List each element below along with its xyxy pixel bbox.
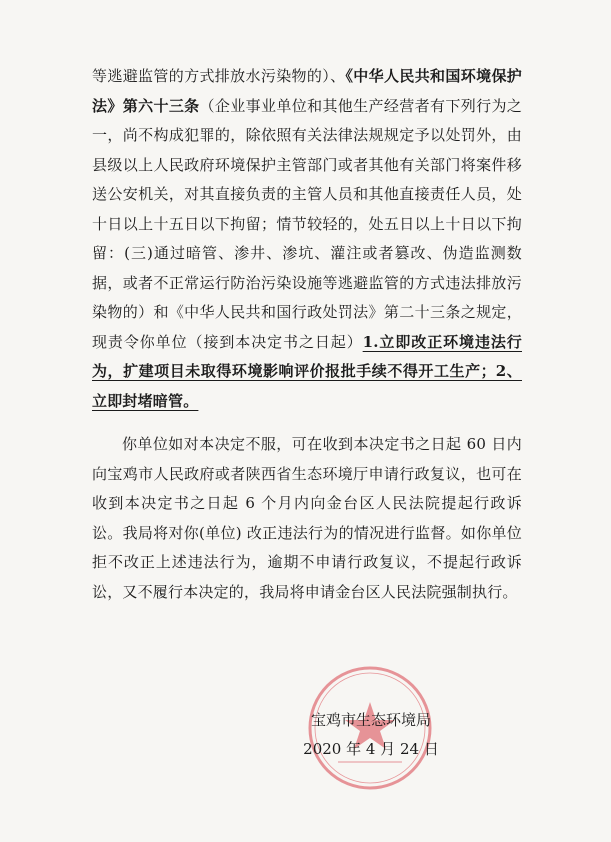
corrective-order-underlined: 1.立即改正环境违法行为，扩建项目未取得环境影响评价报批手续不得开工生产；2、立即封堵暗管。: [92, 332, 522, 410]
paragraph-penalty-basis: [92, 62, 522, 416]
text-run: 等逃避监管的方式排放水污染物的）、: [92, 67, 346, 85]
paragraph-appeal-rights: 你单位如对本决定不服，可在收到本决定书之日起 60 日内向宝鸡市人民政府或者陕西省生态环境厅申请行政复议，也可在收到本决定书之日起 6 个月内向金台区人民法院提起行政诉讼。我局将对你(单位) 改正违法行为的情况进行监督。如你单位拒不改正上述违法行为，逾期不申请行政复议，不提起行政诉讼，又不履行本决定的，我局将申请金台区人民法院强制执行。: [92, 435, 522, 601]
issue-date: 2020 年 4 月 24 日: [303, 740, 439, 758]
signature-block: [296, 706, 446, 764]
document-body: [92, 62, 522, 607]
law-citation-bold: 《中华人民共和国环境保护法》第六十三条: [92, 67, 522, 115]
issuing-organization: 宝鸡市生态环境局: [310, 711, 431, 729]
text-run: （企业事业单位和其他生产经营者有下列行为之一，尚不构成犯罪的，除依照有关法律法规规定予以处罚外，由县级以上人民政府环境保护主管部门或者其他有关部门将案件移送公安机关，对其直接负责的主管人员和其他直接责任人员，处十日以上十五日以下拘留；情节较轻的，处五日以上十日以下拘留：(三)通过暗管、渗井、渗坑、灌注或者篡改、伪造监测数据，或者不正常运行防治污染设施等逃避监管的方式违法排放污染物的）和《中华人民共和国行政处罚法》第二十三条之规定，现责令你单位（接到本决定书之日起）: [92, 96, 523, 351]
